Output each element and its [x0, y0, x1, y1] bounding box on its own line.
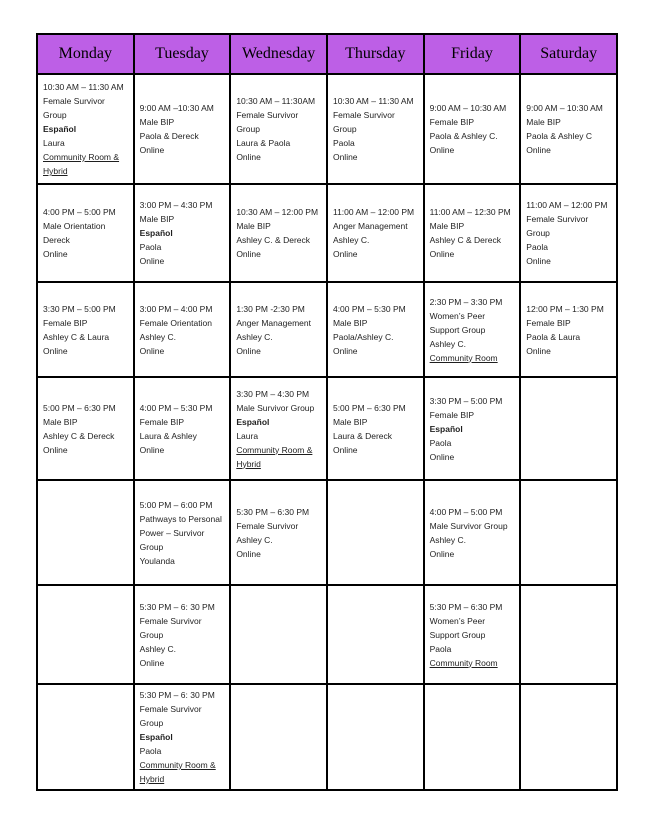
cell-line: Power – Survivor	[139, 527, 205, 538]
schedule-cell	[424, 480, 521, 585]
schedule-cell	[424, 282, 521, 377]
cell-line: Female BIP	[139, 416, 185, 427]
cell-line: Online	[429, 451, 455, 462]
cell-line: Paola & Laura	[526, 331, 581, 342]
cell-line: Support Group	[429, 629, 486, 640]
cell-line: Laura & Dereck	[332, 430, 393, 441]
cell-line: Ashley C & Laura	[43, 331, 110, 342]
cell-line: Paola	[139, 242, 162, 252]
cell-line: 4:00 PM – 5:30 PM	[139, 402, 213, 413]
cell-line: Español	[139, 228, 173, 238]
cell-line: Ashley C.	[236, 331, 273, 342]
location-text: Community Room &	[139, 760, 216, 770]
schedule-cell	[424, 585, 521, 684]
cell-line: Ashley C.	[429, 338, 466, 349]
cell-line: 11:00 AM – 12:00 PM	[526, 200, 608, 210]
cell-line: Online	[526, 345, 551, 356]
cell-line: 3:00 PM – 4:00 PM	[139, 303, 213, 314]
schedule-cell	[327, 184, 424, 282]
day-header-tuesday: Tuesday	[134, 34, 231, 74]
schedule-cell	[230, 480, 327, 585]
cell-line: Online	[526, 145, 551, 155]
schedule-cell-empty	[37, 585, 134, 684]
cell-line: 11:00 AM – 12:00 PM	[332, 207, 415, 217]
cell-line: Ashley C.	[429, 534, 466, 545]
cell-line: 12:00 PM – 1:30 PM	[526, 303, 604, 314]
schedule-cell	[520, 282, 617, 377]
schedule-row	[37, 377, 617, 480]
cell-line: Laura	[43, 138, 65, 148]
location-text: Community Room	[429, 657, 498, 668]
schedule-body	[37, 74, 617, 790]
cell-line: Group	[332, 124, 357, 134]
schedule-cell	[327, 74, 424, 184]
cell-line: 5:00 PM – 6:00 PM	[139, 499, 213, 510]
cell-line: Online	[236, 345, 261, 356]
schedule-cell-empty	[230, 684, 327, 790]
cell-line: Ashley C & Dereck	[429, 235, 501, 245]
cell-line: Online	[332, 345, 358, 356]
cell-line: Laura & Paola	[236, 138, 291, 148]
day-header-monday: Monday	[37, 34, 134, 74]
cell-line: 9:00 AM – 10:30 AM	[429, 103, 507, 113]
cell-line: Online	[139, 256, 165, 266]
cell-line: Male BIP	[236, 221, 271, 231]
schedule-cell	[37, 74, 134, 184]
cell-line: 3:30 PM – 5:00 PM	[429, 395, 503, 406]
cell-line: Paola	[139, 746, 162, 756]
cell-line: Ashley C.	[236, 534, 273, 545]
schedule-cell	[230, 184, 327, 282]
cell-line: Support Group	[429, 324, 486, 335]
cell-line: Online	[139, 657, 165, 668]
cell-line: 4:00 PM – 5:00 PM	[43, 207, 116, 217]
cell-line: Male BIP	[332, 416, 368, 427]
cell-line: Online	[429, 145, 455, 155]
cell-line: Paola/Ashley C.	[332, 331, 394, 342]
schedule-cell	[37, 377, 134, 480]
cell-line: Online	[43, 249, 68, 259]
cell-line: 5:00 PM – 6:30 PM	[43, 402, 116, 413]
cell-line: Paola & Ashley C	[526, 131, 592, 141]
cell-line: 9:00 AM –10:30 AM	[139, 103, 214, 113]
cell-line: Online	[236, 249, 261, 259]
cell-line: Online	[236, 548, 261, 559]
cell-line: Online	[139, 345, 165, 356]
cell-line: Male BIP	[139, 117, 175, 127]
schedule-cell-empty	[37, 480, 134, 585]
cell-line: Anger Management	[236, 317, 311, 328]
location-text: Hybrid	[43, 166, 68, 176]
day-header-saturday: Saturday	[520, 34, 617, 74]
cell-line: Ashley C.	[332, 235, 370, 245]
schedule-cell	[230, 282, 327, 377]
cell-line: Online	[139, 145, 165, 155]
schedule-row	[37, 184, 617, 282]
cell-line: 5:30 PM – 6:30 PM	[236, 506, 310, 517]
cell-line: Ashley C. & Dereck	[236, 235, 311, 245]
cell-line: Paola	[429, 643, 452, 654]
cell-line: Online	[43, 444, 68, 455]
cell-line: 5:30 PM – 6:30 PM	[429, 601, 503, 612]
schedule-cell	[424, 184, 521, 282]
schedule-cell-empty	[37, 684, 134, 790]
cell-line: Español	[429, 423, 463, 434]
weekly-schedule-table	[36, 33, 618, 791]
cell-line: Español	[43, 124, 77, 134]
cell-line: Online	[429, 249, 455, 259]
schedule-cell	[134, 377, 231, 480]
schedule-row	[37, 480, 617, 585]
schedule-cell-empty	[520, 684, 617, 790]
schedule-cell-empty	[424, 684, 521, 790]
cell-line: 10:30 AM – 12:00 PM	[236, 207, 319, 217]
cell-line: Group	[526, 228, 550, 238]
schedule-cell	[134, 480, 231, 585]
cell-line: Anger Management	[332, 221, 408, 231]
schedule-cell	[134, 282, 231, 377]
cell-line: Online	[429, 548, 455, 559]
cell-line: Online	[526, 256, 551, 266]
cell-line: 3:30 PM – 5:00 PM	[43, 303, 116, 314]
cell-line: Female Survivor	[236, 110, 299, 120]
cell-line: 10:30 AM – 11:30 AM	[43, 82, 124, 92]
schedule-cell-empty	[327, 684, 424, 790]
cell-line: Female Survivor	[526, 214, 589, 224]
location-text: Community Room &	[236, 444, 313, 455]
cell-line: Ashley C & Dereck	[43, 430, 115, 441]
cell-line: 11:00 AM – 12:30 PM	[429, 207, 511, 217]
cell-line: Online	[332, 444, 358, 455]
cell-line: Ashley C.	[139, 643, 177, 654]
schedule-row	[37, 684, 617, 790]
schedule-cell-empty	[520, 377, 617, 480]
cell-line: Group	[139, 541, 164, 552]
schedule-cell-empty	[520, 480, 617, 585]
schedule-cell	[327, 377, 424, 480]
cell-line: Male BIP	[332, 317, 368, 328]
cell-line: Online	[236, 152, 261, 162]
cell-line: 10:30 AM – 11:30AM	[236, 96, 316, 106]
schedule-cell-empty	[230, 585, 327, 684]
cell-line: Group	[236, 124, 260, 134]
cell-line: Female BIP	[429, 409, 475, 420]
schedule-cell	[134, 184, 231, 282]
cell-line: Female BIP	[429, 117, 475, 127]
schedule-cell	[230, 377, 327, 480]
cell-line: Male BIP	[429, 221, 465, 231]
cell-line: Paola	[332, 138, 355, 148]
cell-line: Male Survivor Group	[429, 520, 508, 531]
schedule-cell	[37, 282, 134, 377]
cell-line: Women’s Peer	[429, 615, 486, 626]
cell-line: 1:30 PM -2:30 PM	[236, 303, 305, 314]
cell-line: Paola & Dereck	[139, 131, 199, 141]
cell-line: Male BIP	[526, 117, 561, 127]
day-header-row	[37, 34, 617, 74]
cell-line: 5:30 PM – 6: 30 PM	[139, 690, 215, 700]
schedule-cell	[520, 184, 617, 282]
cell-line: Laura & Ashley	[139, 430, 197, 441]
cell-line: 2:30 PM – 3:30 PM	[429, 296, 503, 307]
cell-line: Women’s Peer	[429, 310, 486, 321]
cell-line: Female Orientation	[139, 317, 212, 328]
cell-line: Female Survivor	[43, 96, 105, 106]
location-text: Community Room &	[43, 152, 120, 162]
cell-line: Female BIP	[43, 317, 88, 328]
cell-line: Paola	[429, 437, 452, 448]
cell-line: Male Survivor Group	[236, 402, 315, 413]
schedule-cell	[134, 684, 231, 790]
schedule-cell	[230, 74, 327, 184]
schedule-row	[37, 585, 617, 684]
schedule-cell	[424, 74, 521, 184]
cell-line: 3:00 PM – 4:30 PM	[139, 200, 213, 210]
cell-line: Youlanda	[139, 555, 175, 566]
cell-line: 10:30 AM – 11:30 AM	[332, 96, 414, 106]
schedule-cell	[520, 74, 617, 184]
cell-line: Español	[139, 732, 173, 742]
cell-line: Group	[139, 629, 164, 640]
cell-line: Español	[236, 416, 270, 427]
schedule-row	[37, 282, 617, 377]
schedule-cell	[134, 74, 231, 184]
cell-line: 4:00 PM – 5:00 PM	[429, 506, 503, 517]
location-text: Community Room	[429, 352, 498, 363]
schedule-cell-empty	[520, 585, 617, 684]
schedule-row	[37, 74, 617, 184]
cell-line: Group	[139, 718, 164, 728]
schedule-cell	[424, 377, 521, 480]
cell-line: Male BIP	[43, 416, 78, 427]
cell-line: Female Survivor	[139, 704, 202, 714]
cell-line: Male Orientation	[43, 221, 106, 231]
cell-line: Female Survivor	[236, 520, 299, 531]
location-text: Hybrid	[139, 774, 165, 784]
cell-line: Online	[139, 444, 165, 455]
cell-line: 5:30 PM – 6: 30 PM	[139, 601, 215, 612]
cell-line: Male BIP	[139, 214, 175, 224]
cell-line: Pathways to Personal	[139, 513, 222, 524]
cell-line: Paola	[526, 242, 549, 252]
cell-line: 9:00 AM – 10:30 AM	[526, 103, 603, 113]
day-header-friday: Friday	[424, 34, 521, 74]
location-text: Hybrid	[236, 458, 261, 469]
cell-line: Online	[43, 345, 68, 356]
day-header-thursday: Thursday	[327, 34, 424, 74]
day-header-wednesday: Wednesday	[230, 34, 327, 74]
cell-line: Female BIP	[526, 317, 571, 328]
schedule-cell-empty	[327, 480, 424, 585]
cell-line: Online	[332, 249, 358, 259]
cell-line: 5:00 PM – 6:30 PM	[332, 402, 406, 413]
cell-line: Online	[332, 152, 358, 162]
schedule-cell	[327, 282, 424, 377]
cell-line: Laura	[236, 430, 259, 441]
schedule-header	[37, 34, 617, 74]
schedule-cell	[37, 184, 134, 282]
cell-line: Ashley C.	[139, 331, 177, 342]
cell-line: 4:00 PM – 5:30 PM	[332, 303, 406, 314]
cell-line: Female Survivor	[139, 615, 202, 626]
schedule-cell	[134, 585, 231, 684]
cell-line: Paola & Ashley C.	[429, 131, 498, 141]
cell-line: Female Survivor	[332, 110, 395, 120]
cell-line: 3:30 PM – 4:30 PM	[236, 388, 310, 399]
schedule-cell-empty	[327, 585, 424, 684]
cell-line: Group	[43, 110, 67, 120]
cell-line: Dereck	[43, 235, 70, 245]
